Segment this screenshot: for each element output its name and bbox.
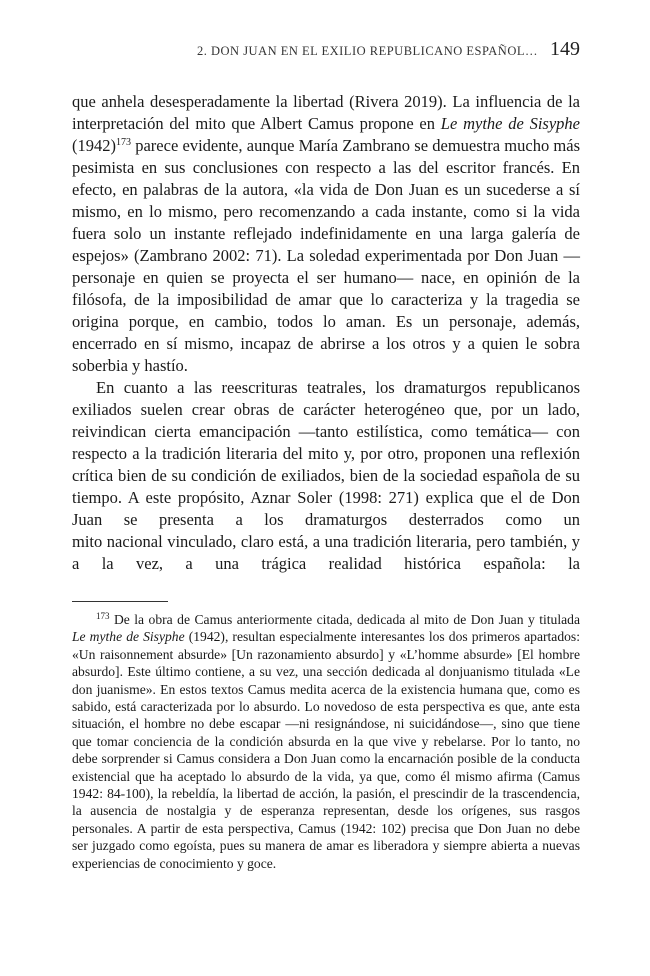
page-number: 149 (550, 38, 580, 60)
block-quote: mito nacional vinculado, claro está, a una tradición literaria, pero también, y a la vez, a una trágica realidad histórica española: la (72, 532, 580, 573)
paragraph-1-text-b: (1942) (72, 136, 116, 155)
footnote-book-title-italic: Le mythe de Sisyphe (72, 629, 185, 645)
paragraph-1 (72, 91, 580, 377)
footnote-text-a: De la obra de Camus anteriormente citada, dedicada al mito de Don Juan y titulada (109, 612, 580, 627)
footnote-reference-173[interactable]: 173 (116, 137, 131, 148)
page-header (72, 38, 580, 66)
footnote-173 (72, 611, 580, 872)
footnote-number: 173 (96, 611, 110, 621)
book-title-italic: Le mythe de Sisyphe (440, 114, 581, 133)
paragraph-1-text-a: que anhela desesperadamente la libertad (Rivera 2019). La influencia de la interpretación del mito que Albert Camus propone en (72, 92, 580, 133)
paragraph-2: En cuanto a las reescrituras teatrales, los dramaturgos republicanos exiliados suelen crear obras de carácter heterogéneo que, por un lado, reivindican cierta emancipación —tanto estilística, como temática— con respecto a la tradición literaria del mito y, por otro, proponen una reflexión crítica bien de su condición de exiliados, bien de la sociedad española de su tiempo. A este propósito, Aznar Soler (1998: 271) explica que el de Don Juan se presenta a los dramaturgos desterrados como un (72, 378, 580, 529)
running-head: 2. DON JUAN EN EL EXILIO REPUBLICANO ESPAÑOL… (196, 44, 538, 58)
main-text (72, 91, 580, 575)
footnotes-area (72, 601, 580, 872)
footnote-text-b: (1942), resultan especialmente interesantes los dos primeros apartados: «Un raisonnement absurde» [Un razonamiento absurdo] y «L’homme absurde» [El hombre absurdo]. Este último contiene, a su vez, una sección dedicada al donjuanismo titulada «Le don juanisme». En estos textos Camus medita acerca de la existencia humana que, como es sabido, está caracterizada por lo absurdo. Lo novedoso de esta perspectiva es que, ante esta situación, el hombre no debe escapar —ni resignándose, ni suicidándose—, sino que tiene que tomar conciencia de la condición absurda en la que vive y rebelarse. Por lo tanto, no debe sorprender si Camus considera a Don Juan como la encarnación posible de la conducta existencial que ha aceptado lo absurdo de la vida, ya que, como él mismo afirma (Camus 1942: 84-100), la rebeldía, la libertad de acción, la pasión, el prescindir de la trascendencia, la ausencia de nostalgia y de esperanza representan, desde los orígenes, sus rasgos personales. A partir de esta perspectiva, Camus (1942: 102) precisa que Don Juan no debe ser juzgado como egoísta, pues su manera de amar es liberadora y siempre abierta a nuevas experiencias de conocimiento y goce. (72, 629, 580, 871)
footnote-separator-rule (72, 601, 168, 602)
paragraph-1-text-c: parece evidente, aunque María Zambrano se demuestra mucho más pesimista en sus conclusiones con respecto a las del escritor francés. En efecto, en palabras de la autora, «la vida de Don Juan es un sucederse a sí mismo, en lo mismo, pero recomenzando a cada instante, como si la vida fuera solo un instante reflejado indefinidamente en una larga galería de espejos» (Zambrano 2002: 71). La soledad experimentada por Don Juan —personaje en quien se proyecta el ser humano— nace, en opinión de la filósofa, de la imposibilidad de amar que lo caracteriza y la tragedia se origina porque, en cambio, todos lo aman. Es un personaje, además, encerrado en sí mismo, incapaz de abrirse a los otros y a quien le sobra soberbia y hastío. (72, 136, 580, 375)
